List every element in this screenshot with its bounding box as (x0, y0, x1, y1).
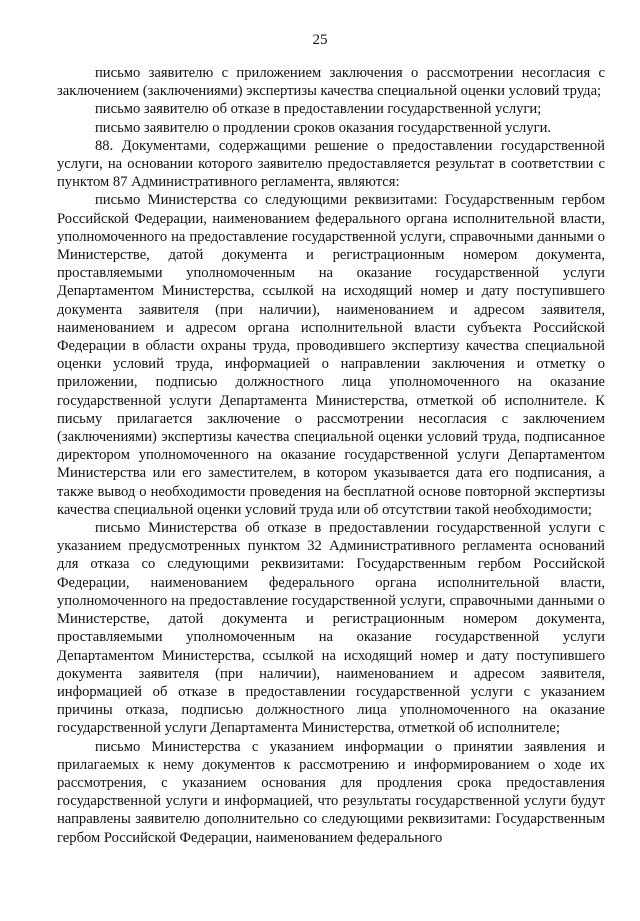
page-number: 25 (312, 32, 328, 48)
paragraph-2: письмо заявителю об отказе в предоставлении государственной услуги; (95, 101, 542, 118)
paragraph-7: письмо Министерства с указанием информации о принятии заявления и прилагаемых к нему документов к рассмотрению и информированием о ходе их рассмотрения, с указанием основания для продления срока предоставления государственной услуги и информацией, что результаты государственной услуги будут направлены заявителю дополнительно со следующими реквизитами: Государственным гербом Российской Федерации, наименованием федерального (57, 738, 605, 846)
paragraph-1: письмо заявителю с приложением заключения о рассмотрении несогласия с заключением (заключениями) экспертизы качества специальной оценки условий труда; (57, 65, 605, 100)
document-body (57, 64, 605, 847)
paragraph-4: 88. Документами, содержащими решение о предоставлении государственной услуги, на основании которого заявителю предоставляется результат в соответствии с пунктом 87 Административного регламента, являются: (57, 137, 605, 191)
paragraph-6: письмо Министерства об отказе в предоставлении государственной услуги с указанием предусмотренных пунктом 32 Административного регламента оснований для отказа со следующими реквизитами: Государственным гербом Российской Федерации, наименованием федерального органа исполнительной власти, уполномоченного на предоставление государственной услуги, справочными данными о Министерстве, датой документа и регистрационным номером документа, проставляемыми уполномоченным на оказание государственной услуги Департаментом Министерства, ссылкой на исходящий номер и дату поступившего документа заявителя (при наличии), наименованием и адресом заявителя, информацией об отказе в предоставлении государственной услуги с указанием причины отказа, подписью должностного лица уполномоченного на оказание государственной услуги Департамента Министерства, отметкой об исполнителе; (57, 520, 605, 737)
paragraph-3: письмо заявителю о продлении сроков оказания государственной услуги. (95, 119, 552, 136)
paragraph-5: письмо Министерства со следующими реквизитами: Государственным гербом Российской Федерации, наименованием федерального органа исполнительной власти, уполномоченного на предоставление государственной услуги, справочными данными о Министерстве, датой документа и регистрационным номером документа, проставляемыми уполномоченным на оказание государственной услуги Департаментом Министерства, ссылкой на исходящий номер и дату поступившего документа заявителя (при наличии), наименованием и адресом заявителя, наименованием и адресом органа исполнительной власти субъекта Российской Федерации в области охраны труда, проводившего экспертизу качества специальной оценки условий труда, информацией о направлении заключения и отметку о приложении, подписью должностного лица уполномоченного на оказание государственной услуги Департамента Министерства, отметкой об исполнителе. К письму прилагается заключение о рассмотрении несогласия с заключением (заключениями) экспертизы качества специальной оценки условий труда, подписанное директором уполномоченного на оказание государственной услуги Департаментом Министерства или его заместителем, в котором указывается дата его подписания, а также вывод о необходимости проведения на бесплатной основе повторной экспертизы качества специальной оценки условий труда или об отсутствии такой необходимости; (57, 192, 605, 518)
